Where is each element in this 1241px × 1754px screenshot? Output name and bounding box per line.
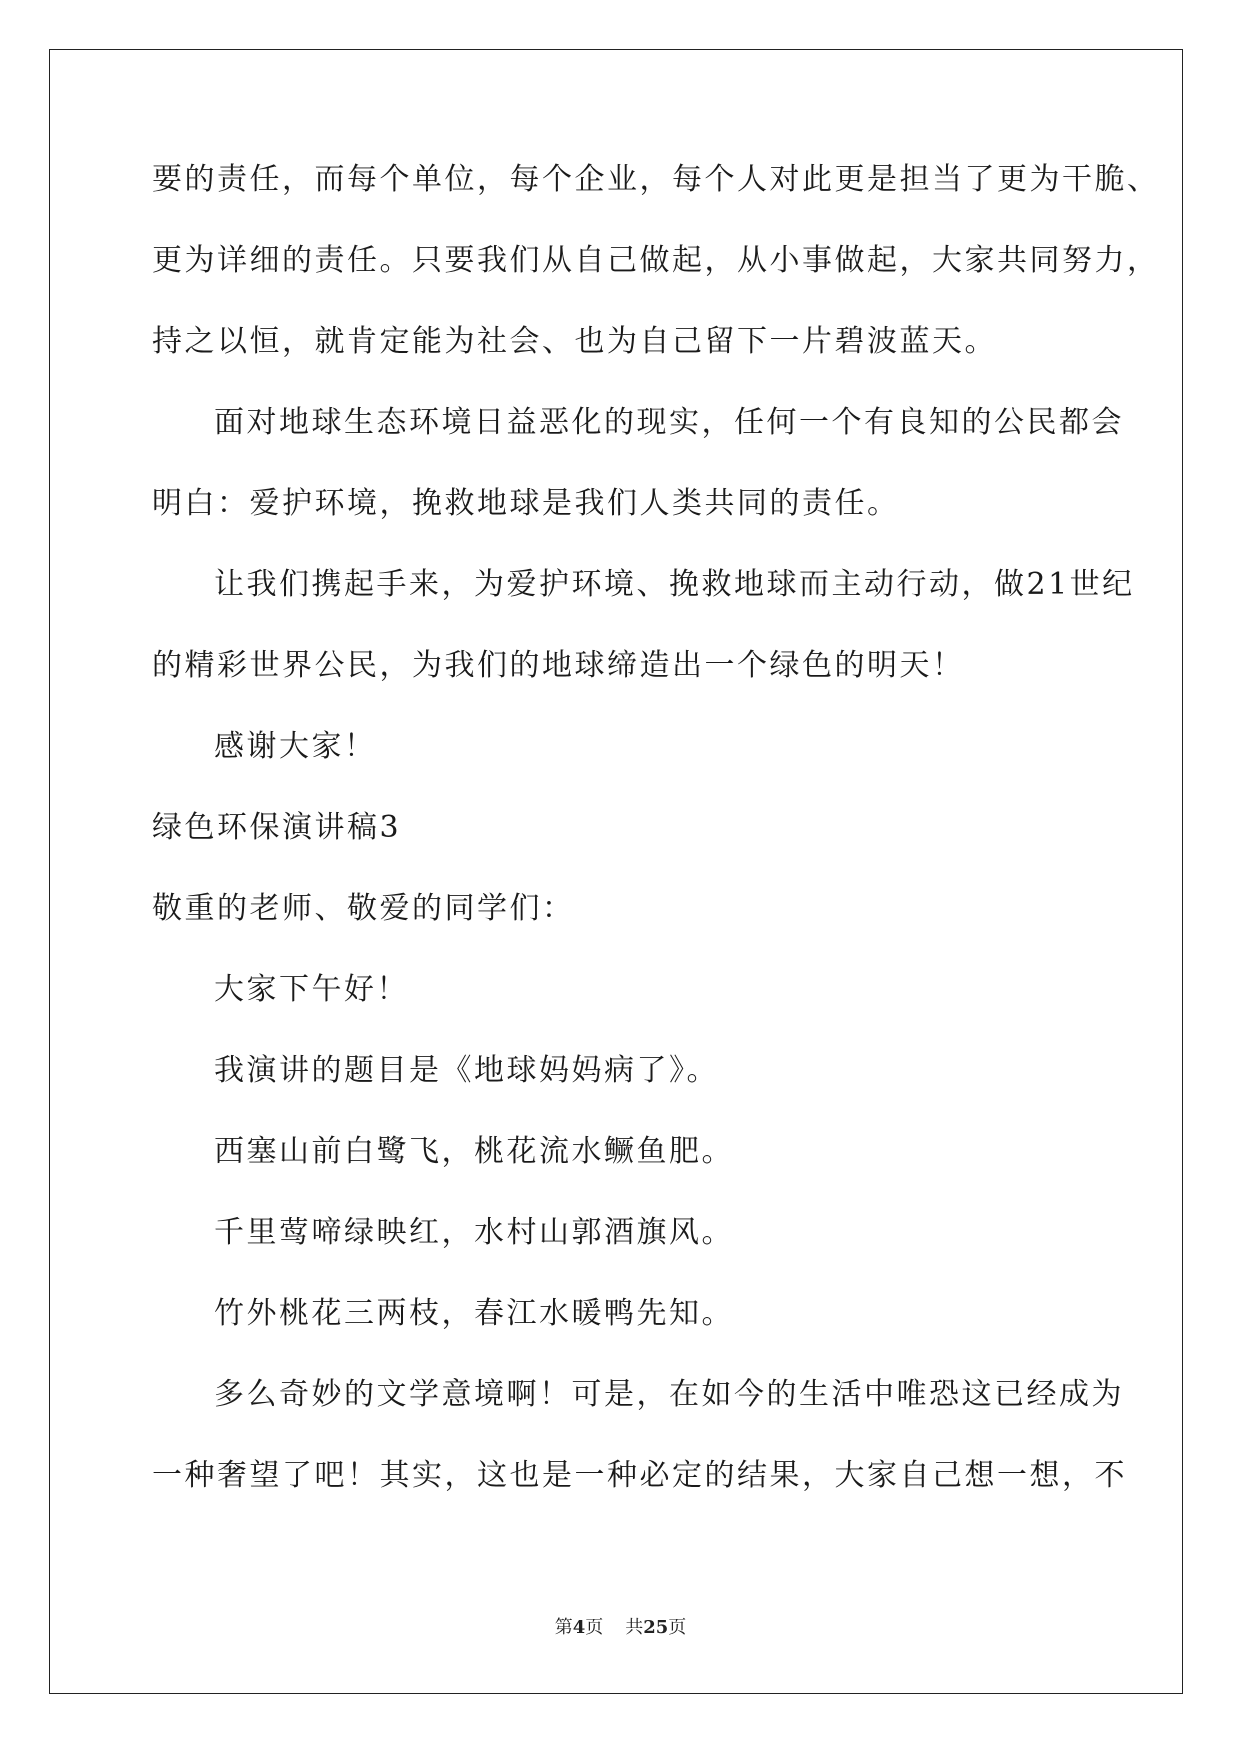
poem-line: 竹外桃花三两枝，春江水暖鸭先知。 [214,1296,734,1331]
paragraph-line: 多么奇妙的文学意境啊！可是，在如今的生活中唯恐这已经成为 [214,1377,1124,1412]
poem-line: 千里莺啼绿映红，水村山郭酒旗风。 [214,1215,734,1250]
paragraph-line: 感谢大家！ [214,729,377,764]
text-line: 要的责任，而每个单位，每个企业，每个人对此更是担当了更为干脆、 [152,162,1160,197]
text-line: 一种奢望了吧！其实，这也是一种必定的结果，大家自己想一想，不 [152,1458,1127,1493]
text-line: 更为详细的责任。只要我们从自己做起，从小事做起，大家共同努力， [152,243,1160,278]
salutation: 敬重的老师、敬爱的同学们： [152,891,575,926]
page-number: 4 [572,1617,586,1638]
page-suffix: 页 [585,1617,604,1638]
text-line: 明白：爱护环境，挽救地球是我们人类共同的责任。 [152,486,900,521]
paragraph-line: 面对地球生态环境日益恶化的现实，任何一个有良知的公民都会 [214,405,1124,440]
page-border [49,49,1183,1694]
page-footer [0,1616,1241,1640]
total-prefix: 共 [625,1617,644,1638]
text-line: 的精彩世界公民，为我们的地球缔造出一个绿色的明天！ [152,648,965,683]
paragraph-line: 大家下午好！ [214,972,409,1007]
paragraph-line: 我演讲的题目是《地球妈妈病了》。 [214,1053,719,1088]
section-title: 绿色环保演讲稿3 [152,810,402,845]
text-line: 持之以恒，就肯定能为社会、也为自己留下一片碧波蓝天。 [152,324,997,359]
paragraph-line: 让我们携起手来，为爱护环境、挽救地球而主动行动，做21世纪 [214,567,1135,602]
page-prefix: 第 [554,1617,573,1638]
total-suffix: 页 [668,1617,687,1638]
total-pages: 25 [643,1617,669,1638]
poem-line: 西塞山前白鹭飞，桃花流水鳜鱼肥。 [214,1134,734,1169]
